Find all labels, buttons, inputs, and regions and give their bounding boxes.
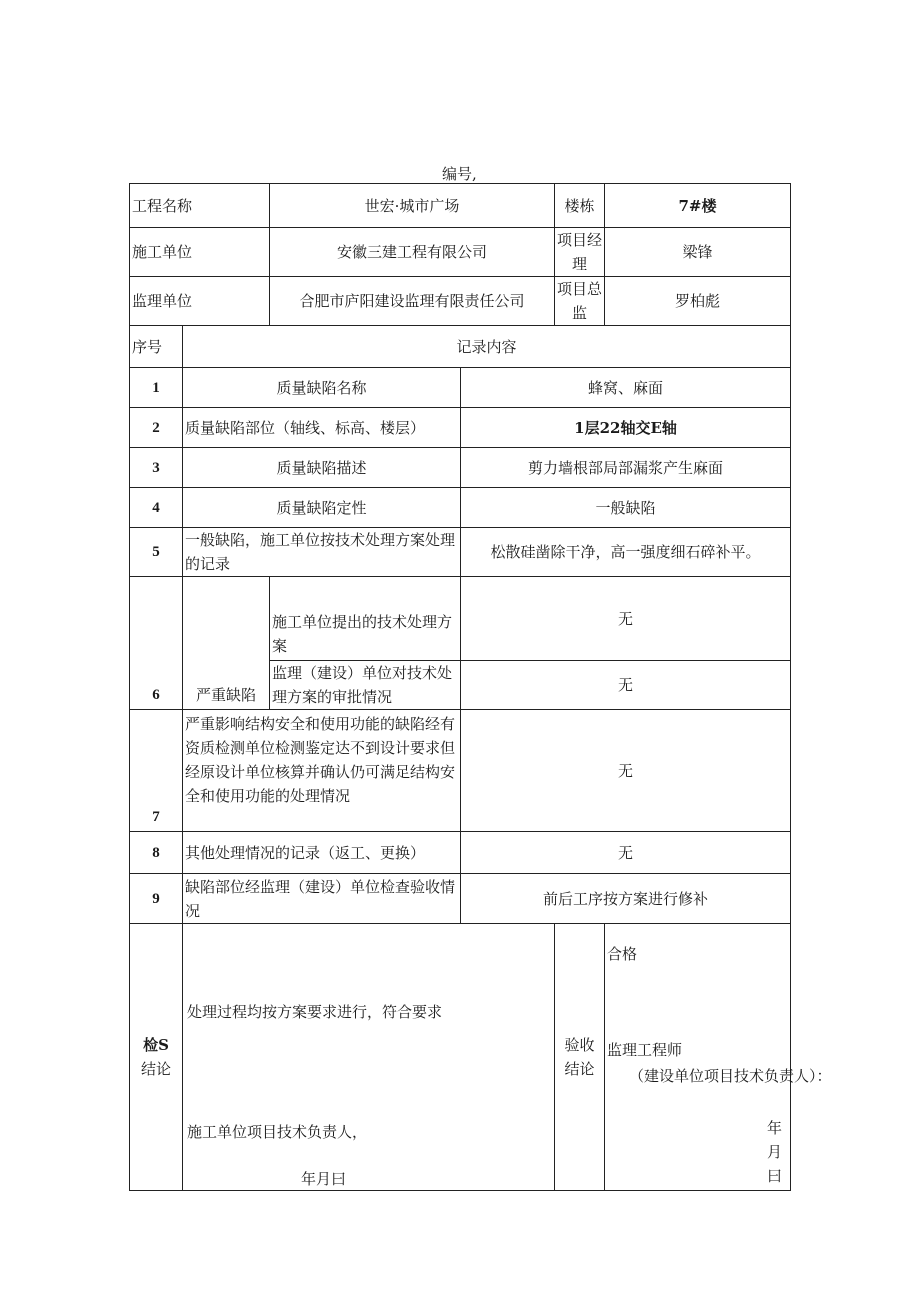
row-number: 8 bbox=[130, 832, 183, 874]
supervision-unit-label: 监理单位 bbox=[130, 277, 270, 326]
row-label: 质量缺陷部位（轴线、标高、楼层） bbox=[183, 408, 461, 448]
row-label: 质量缺陷名称 bbox=[183, 368, 461, 408]
conclusion-row bbox=[130, 924, 791, 1191]
row-value: 无 bbox=[461, 832, 791, 874]
row-value: 松散硅凿除干净，高一强度细石碎补平。 bbox=[461, 528, 791, 577]
row-label: 质量缺陷定性 bbox=[183, 488, 461, 528]
check-signer: 施工单位项目技术负责人， bbox=[187, 1123, 368, 1141]
defect-record-table bbox=[129, 183, 832, 1191]
row-label: 严重影响结构安全和使用功能的缺陷经有资质检测单位检测鉴定达不到设计要求但经原设计单位核算并确认仍可满足结构安全和使用功能的处理情况 bbox=[183, 710, 461, 832]
chief-supervisor-label: 项目总监 bbox=[555, 277, 605, 326]
project-name-row bbox=[130, 184, 791, 228]
construction-unit-value: 安徽三建工程有限公司 bbox=[270, 228, 555, 277]
project-name-value: 世宏·城市广场 bbox=[270, 184, 555, 228]
row-label: 一般缺陷，施工单位按技术处理方案处理的记录 bbox=[183, 528, 461, 577]
acceptance-conclusion-cell bbox=[605, 924, 832, 1191]
sub-row-value: 无 bbox=[461, 577, 791, 661]
row-number: 4 bbox=[130, 488, 183, 528]
check-conclusion-cell bbox=[183, 924, 555, 1191]
construction-unit-row bbox=[130, 228, 791, 277]
row-value: 剪力墙根部局部漏浆产生麻面 bbox=[461, 448, 791, 488]
row-value: 蜂窝、麻面 bbox=[461, 368, 791, 408]
acceptance-signer-2: （建设单位项目技术负责人）： bbox=[629, 1067, 832, 1085]
acceptance-conclusion-label bbox=[555, 924, 605, 1191]
check-conclusion-label bbox=[130, 924, 183, 1191]
row-number: 5 bbox=[130, 528, 183, 577]
row-number: 6 bbox=[130, 577, 183, 710]
records-header-row bbox=[130, 326, 791, 368]
row-value: 无 bbox=[461, 710, 791, 832]
sub-row-label: 施工单位提出的技术处理方案 bbox=[270, 577, 461, 661]
table-row bbox=[130, 408, 791, 448]
row-number: 2 bbox=[130, 408, 183, 448]
table-row bbox=[130, 488, 791, 528]
check-label-line-1: 检S bbox=[143, 1036, 169, 1054]
row-value: 一般缺陷 bbox=[461, 488, 791, 528]
building-label: 楼栋 bbox=[555, 184, 605, 228]
accept-label-line-2: 结论 bbox=[564, 1060, 595, 1078]
accept-label-line-1: 验收 bbox=[564, 1036, 595, 1054]
project-manager-value: 梁锋 bbox=[605, 228, 791, 277]
table-row bbox=[130, 710, 791, 832]
document-number-label: 编号, bbox=[442, 165, 477, 183]
table-row bbox=[130, 832, 791, 874]
seq-header: 序号 bbox=[130, 326, 183, 368]
content-header: 记录内容 bbox=[183, 326, 791, 368]
table-row bbox=[130, 577, 791, 661]
row-label: 质量缺陷描述 bbox=[183, 448, 461, 488]
acceptance-signer-1: 监理工程师 bbox=[607, 1041, 683, 1059]
check-result-text: 处理过程均按方案要求进行，符合要求 bbox=[187, 1003, 443, 1021]
row-number: 3 bbox=[130, 448, 183, 488]
sub-row-value: 无 bbox=[461, 661, 791, 710]
acceptance-result: 合格 bbox=[607, 945, 638, 963]
severe-defect-label: 严重缺陷 bbox=[183, 577, 270, 710]
chief-supervisor-value: 罗柏彪 bbox=[605, 277, 791, 326]
check-date: 年月曰 bbox=[301, 1170, 347, 1188]
project-manager-label: 项目经理 bbox=[555, 228, 605, 277]
acceptance-date: 年月曰 bbox=[767, 1119, 783, 1185]
supervision-unit-row bbox=[130, 277, 791, 326]
table-row bbox=[130, 874, 791, 924]
row-value: 前后工序按方案进行修补 bbox=[461, 874, 791, 924]
row-value: 1层22轴交E轴 bbox=[461, 408, 791, 448]
row-label: 缺陷部位经监理（建设）单位检查验收情况 bbox=[183, 874, 461, 924]
supervision-unit-value: 合肥市庐阳建设监理有限责任公司 bbox=[270, 277, 555, 326]
table-row bbox=[130, 368, 791, 408]
construction-unit-label: 施工单位 bbox=[130, 228, 270, 277]
row-number: 9 bbox=[130, 874, 183, 924]
row-number: 7 bbox=[130, 710, 183, 832]
sub-row-label: 监理（建设）单位对技术处理方案的审批情况 bbox=[270, 661, 461, 710]
building-value: 7#楼 bbox=[605, 184, 791, 228]
table-row bbox=[130, 528, 791, 577]
table-row bbox=[130, 448, 791, 488]
row-number: 1 bbox=[130, 368, 183, 408]
project-name-label: 工程名称 bbox=[130, 184, 270, 228]
row-label: 其他处理情况的记录（返工、更换） bbox=[183, 832, 461, 874]
check-label-line-2: 结论 bbox=[140, 1060, 171, 1078]
